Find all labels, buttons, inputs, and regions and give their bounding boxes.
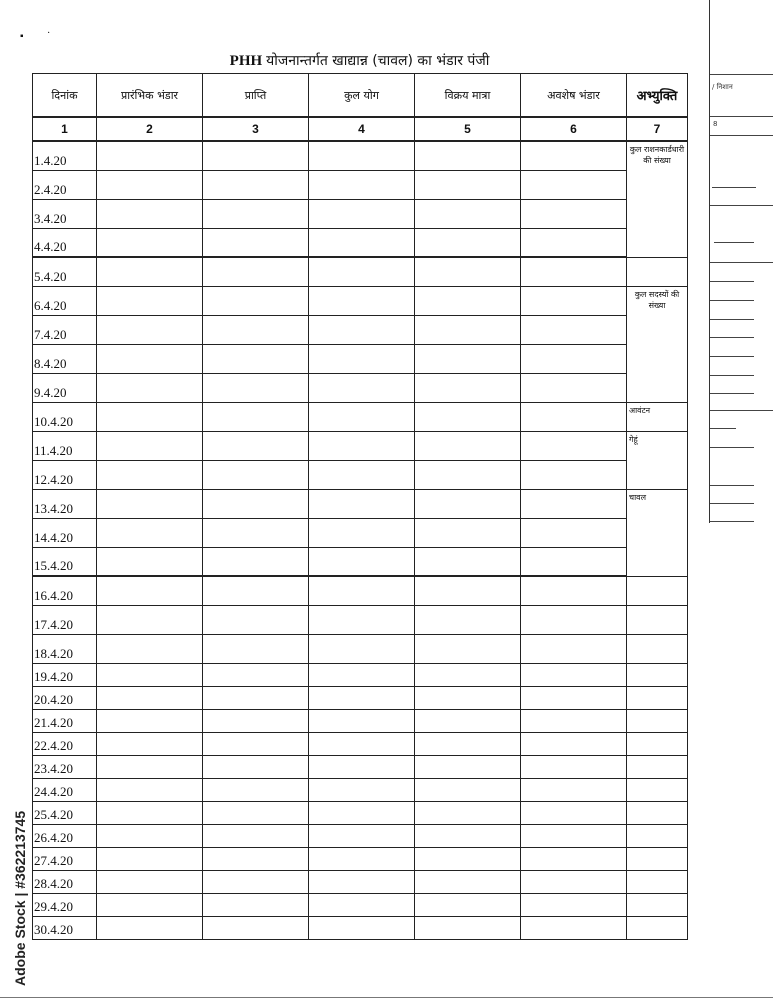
entry-cell[interactable] — [415, 489, 521, 518]
entry-cell[interactable] — [521, 315, 627, 344]
date-cell: 14.4.20 — [33, 518, 97, 547]
entry-cell[interactable] — [97, 344, 203, 373]
entry-cell[interactable] — [309, 847, 415, 870]
entry-cell[interactable] — [203, 373, 309, 402]
remark-cell[interactable] — [627, 778, 688, 801]
date-cell: 21.4.20 — [33, 709, 97, 732]
entry-cell[interactable] — [415, 228, 521, 257]
entry-cell[interactable] — [415, 460, 521, 489]
divider — [712, 187, 756, 188]
table-row — [33, 431, 688, 460]
remark-cell[interactable] — [627, 824, 688, 847]
date-cell: 4.4.20 — [33, 228, 97, 257]
remark-cell[interactable] — [627, 755, 688, 778]
col-number: 6 — [521, 117, 627, 141]
entry-cell[interactable] — [203, 732, 309, 755]
table-row — [33, 315, 688, 344]
col-total-header: कुल योग — [309, 74, 415, 118]
entry-cell[interactable] — [97, 709, 203, 732]
date-cell: 6.4.20 — [33, 286, 97, 315]
table-row — [33, 228, 688, 257]
entry-cell[interactable] — [203, 460, 309, 489]
entry-cell[interactable] — [203, 801, 309, 824]
entry-cell[interactable] — [521, 402, 627, 431]
entry-cell[interactable] — [97, 755, 203, 778]
remark-total-ration-cards: कुल राशनकार्डधारी की संख्या — [627, 141, 688, 257]
entry-cell[interactable] — [415, 709, 521, 732]
stock-register-table — [32, 73, 688, 940]
entry-cell[interactable] — [97, 663, 203, 686]
table-row — [33, 402, 688, 431]
entry-cell[interactable] — [203, 576, 309, 605]
entry-cell[interactable] — [203, 824, 309, 847]
entry-cell[interactable] — [203, 402, 309, 431]
entry-cell[interactable] — [97, 199, 203, 228]
entry-cell[interactable] — [415, 402, 521, 431]
table-row — [33, 170, 688, 199]
page-bottom-edge — [0, 997, 773, 998]
entry-cell[interactable] — [203, 489, 309, 518]
stock-watermark — [12, 766, 32, 986]
entry-cell[interactable] — [97, 576, 203, 605]
remark-cell[interactable] — [627, 870, 688, 893]
entry-cell[interactable] — [97, 732, 203, 755]
entry-cell[interactable] — [309, 916, 415, 939]
entry-cell[interactable] — [415, 141, 521, 170]
divider — [710, 281, 754, 282]
entry-cell[interactable] — [521, 870, 627, 893]
adjacent-page-number: 8 — [713, 120, 718, 128]
entry-cell[interactable] — [97, 518, 203, 547]
entry-cell[interactable] — [521, 634, 627, 663]
entry-cell[interactable] — [309, 373, 415, 402]
entry-cell[interactable] — [309, 778, 415, 801]
entry-cell[interactable] — [415, 893, 521, 916]
col-date-header: दिनांक — [33, 74, 97, 118]
divider — [710, 262, 773, 263]
col-number: 1 — [33, 117, 97, 141]
divider — [710, 447, 754, 448]
entry-cell[interactable] — [203, 518, 309, 547]
title-text: योजनान्तर्गत खाद्यान्न (चावल) का भंडार पंजी — [266, 53, 490, 69]
remark-wheat: गेहूं — [627, 431, 688, 489]
table-row — [33, 893, 688, 916]
table-row — [33, 801, 688, 824]
entry-cell[interactable] — [203, 344, 309, 373]
entry-cell[interactable] — [521, 916, 627, 939]
entry-cell[interactable] — [309, 315, 415, 344]
date-cell: 11.4.20 — [33, 431, 97, 460]
entry-cell[interactable] — [203, 605, 309, 634]
remark-cell[interactable] — [627, 709, 688, 732]
entry-cell[interactable] — [97, 847, 203, 870]
remark-cell[interactable] — [627, 732, 688, 755]
divider — [710, 319, 754, 320]
entry-cell[interactable] — [203, 709, 309, 732]
scan-mark: · — [47, 28, 51, 39]
entry-cell[interactable] — [97, 402, 203, 431]
entry-cell[interactable] — [97, 286, 203, 315]
entry-cell[interactable] — [521, 141, 627, 170]
column-number-row — [33, 117, 688, 141]
date-cell: 25.4.20 — [33, 801, 97, 824]
remark-total-members: कुल सदस्यों की संख्या — [627, 286, 688, 402]
entry-cell[interactable] — [521, 709, 627, 732]
entry-cell[interactable] — [309, 228, 415, 257]
table-row — [33, 141, 688, 170]
date-cell: 9.4.20 — [33, 373, 97, 402]
remark-cell[interactable] — [627, 847, 688, 870]
entry-cell[interactable] — [97, 605, 203, 634]
table-row — [33, 824, 688, 847]
entry-cell[interactable] — [203, 686, 309, 709]
date-cell: 19.4.20 — [33, 663, 97, 686]
entry-cell[interactable] — [97, 315, 203, 344]
entry-cell[interactable] — [309, 576, 415, 605]
remark-cell[interactable] — [627, 634, 688, 663]
entry-cell[interactable] — [203, 547, 309, 576]
entry-cell[interactable] — [521, 605, 627, 634]
entry-cell[interactable] — [521, 576, 627, 605]
divider — [710, 205, 773, 206]
date-cell: 23.4.20 — [33, 755, 97, 778]
table-row — [33, 547, 688, 576]
entry-cell[interactable] — [521, 847, 627, 870]
table-row — [33, 634, 688, 663]
entry-cell[interactable] — [521, 170, 627, 199]
table-row — [33, 489, 688, 518]
entry-cell[interactable] — [415, 199, 521, 228]
date-cell: 7.4.20 — [33, 315, 97, 344]
entry-cell[interactable] — [415, 576, 521, 605]
entry-cell[interactable] — [415, 286, 521, 315]
entry-cell[interactable] — [415, 605, 521, 634]
date-cell: 30.4.20 — [33, 916, 97, 939]
entry-cell[interactable] — [415, 634, 521, 663]
divider — [710, 116, 773, 117]
entry-cell[interactable] — [415, 518, 521, 547]
entry-cell[interactable] — [203, 228, 309, 257]
table-row — [33, 605, 688, 634]
date-cell: 28.4.20 — [33, 870, 97, 893]
col-number: 5 — [415, 117, 521, 141]
entry-cell[interactable] — [203, 755, 309, 778]
date-cell: 3.4.20 — [33, 199, 97, 228]
divider — [710, 356, 754, 357]
adjacent-page-edge — [709, 0, 773, 523]
entry-cell[interactable] — [203, 170, 309, 199]
entry-cell[interactable] — [521, 373, 627, 402]
date-cell: 18.4.20 — [33, 634, 97, 663]
date-cell: 16.4.20 — [33, 576, 97, 605]
entry-cell[interactable] — [97, 634, 203, 663]
col-balance-header: अवशेष भंडार — [521, 74, 627, 118]
entry-cell[interactable] — [415, 870, 521, 893]
entry-cell[interactable] — [521, 801, 627, 824]
date-cell: 26.4.20 — [33, 824, 97, 847]
date-cell: 15.4.20 — [33, 547, 97, 576]
entry-cell[interactable] — [97, 893, 203, 916]
entry-cell[interactable] — [521, 732, 627, 755]
entry-cell[interactable] — [309, 634, 415, 663]
entry-cell[interactable] — [415, 431, 521, 460]
entry-cell[interactable] — [203, 870, 309, 893]
table-row — [33, 344, 688, 373]
entry-cell[interactable] — [521, 199, 627, 228]
entry-cell[interactable] — [415, 170, 521, 199]
table-row — [33, 576, 688, 605]
entry-cell[interactable] — [203, 634, 309, 663]
entry-cell[interactable] — [97, 460, 203, 489]
date-cell: 17.4.20 — [33, 605, 97, 634]
date-cell: 29.4.20 — [33, 893, 97, 916]
table-row — [33, 778, 688, 801]
date-cell: 5.4.20 — [33, 257, 97, 286]
entry-cell[interactable] — [309, 518, 415, 547]
table-row — [33, 686, 688, 709]
entry-cell[interactable] — [309, 663, 415, 686]
divider — [710, 410, 773, 411]
date-cell: 13.4.20 — [33, 489, 97, 518]
entry-cell[interactable] — [203, 257, 309, 286]
col-number: 3 — [203, 117, 309, 141]
remark-cell[interactable] — [627, 663, 688, 686]
entry-cell[interactable] — [521, 257, 627, 286]
col-number: 2 — [97, 117, 203, 141]
entry-cell[interactable] — [309, 402, 415, 431]
header-row — [33, 74, 688, 118]
entry-cell[interactable] — [415, 755, 521, 778]
entry-cell[interactable] — [97, 547, 203, 576]
entry-cell[interactable] — [309, 286, 415, 315]
entry-cell[interactable] — [309, 605, 415, 634]
entry-cell[interactable] — [203, 431, 309, 460]
remark-cell[interactable] — [627, 893, 688, 916]
watermark-text: Adobe Stock | #362213745 — [12, 810, 28, 986]
entry-cell[interactable] — [521, 344, 627, 373]
remark-cell[interactable] — [627, 686, 688, 709]
entry-cell[interactable] — [521, 286, 627, 315]
col-opening-stock-header: प्रारंभिक भंडार — [97, 74, 203, 118]
entry-cell[interactable] — [309, 170, 415, 199]
divider — [710, 337, 754, 338]
entry-cell[interactable] — [309, 801, 415, 824]
col-receipt-header: प्राप्ति — [203, 74, 309, 118]
table-row — [33, 460, 688, 489]
entry-cell[interactable] — [415, 732, 521, 755]
entry-cell[interactable] — [203, 778, 309, 801]
remark-cell[interactable] — [627, 605, 688, 634]
title-prefix: PHH — [229, 53, 263, 69]
remark-rice: चावल — [627, 489, 688, 576]
table-row — [33, 732, 688, 755]
entry-cell[interactable] — [309, 141, 415, 170]
entry-cell[interactable] — [203, 893, 309, 916]
entry-cell[interactable] — [309, 893, 415, 916]
entry-cell[interactable] — [203, 141, 309, 170]
adjacent-page-header: / निशान — [712, 83, 733, 91]
entry-cell[interactable] — [521, 824, 627, 847]
table-row — [33, 847, 688, 870]
entry-cell[interactable] — [309, 431, 415, 460]
table-row — [33, 373, 688, 402]
col-remarks-header: अभ्युक्ति — [627, 74, 688, 118]
col-sale-qty-header: विक्रय मात्रा — [415, 74, 521, 118]
entry-cell[interactable] — [309, 824, 415, 847]
divider — [710, 503, 754, 504]
entry-cell[interactable] — [203, 916, 309, 939]
entry-cell[interactable] — [97, 686, 203, 709]
entry-cell[interactable] — [309, 547, 415, 576]
divider — [710, 521, 754, 522]
date-cell: 8.4.20 — [33, 344, 97, 373]
entry-cell[interactable] — [203, 315, 309, 344]
table-row — [33, 755, 688, 778]
entry-cell[interactable] — [521, 431, 627, 460]
entry-cell[interactable] — [97, 257, 203, 286]
entry-cell[interactable] — [521, 489, 627, 518]
remark-empty — [627, 257, 688, 286]
entry-cell[interactable] — [97, 778, 203, 801]
entry-cell[interactable] — [309, 732, 415, 755]
entry-cell[interactable] — [97, 170, 203, 199]
entry-cell[interactable] — [309, 460, 415, 489]
divider — [714, 242, 754, 243]
divider — [710, 74, 773, 75]
entry-cell[interactable] — [97, 431, 203, 460]
divider — [710, 300, 754, 301]
entry-cell[interactable] — [203, 663, 309, 686]
entry-cell[interactable] — [97, 489, 203, 518]
table-row — [33, 870, 688, 893]
entry-cell[interactable] — [415, 686, 521, 709]
table-row — [33, 286, 688, 315]
entry-cell[interactable] — [521, 663, 627, 686]
entry-cell[interactable] — [521, 547, 627, 576]
entry-cell[interactable] — [415, 663, 521, 686]
entry-cell[interactable] — [97, 824, 203, 847]
entry-cell[interactable] — [97, 228, 203, 257]
date-cell: 10.4.20 — [33, 402, 97, 431]
entry-cell[interactable] — [415, 547, 521, 576]
date-cell: 24.4.20 — [33, 778, 97, 801]
entry-cell[interactable] — [309, 344, 415, 373]
entry-cell[interactable] — [203, 199, 309, 228]
entry-cell[interactable] — [97, 373, 203, 402]
remark-cell[interactable] — [627, 576, 688, 605]
entry-cell[interactable] — [309, 755, 415, 778]
table-row — [33, 518, 688, 547]
table-row — [33, 663, 688, 686]
entry-cell[interactable] — [97, 870, 203, 893]
entry-cell[interactable] — [309, 870, 415, 893]
entry-cell[interactable] — [415, 344, 521, 373]
entry-cell[interactable] — [415, 778, 521, 801]
entry-cell[interactable] — [521, 686, 627, 709]
entry-cell[interactable] — [415, 847, 521, 870]
date-cell: 12.4.20 — [33, 460, 97, 489]
entry-cell[interactable] — [415, 824, 521, 847]
remark-cell[interactable] — [627, 916, 688, 939]
table-row — [33, 257, 688, 286]
divider — [710, 393, 754, 394]
entry-cell[interactable] — [521, 893, 627, 916]
entry-cell[interactable] — [415, 315, 521, 344]
divider — [710, 428, 736, 429]
entry-cell[interactable] — [521, 518, 627, 547]
entry-cell[interactable] — [97, 141, 203, 170]
entry-cell[interactable] — [415, 801, 521, 824]
entry-cell[interactable] — [203, 847, 309, 870]
entry-cell[interactable] — [97, 801, 203, 824]
col-number: 7 — [627, 117, 688, 141]
remark-allotment: आवंटन — [627, 402, 688, 431]
divider — [710, 375, 754, 376]
entry-cell[interactable] — [521, 228, 627, 257]
entry-cell[interactable] — [415, 916, 521, 939]
entry-cell[interactable] — [309, 709, 415, 732]
date-cell: 2.4.20 — [33, 170, 97, 199]
table-row — [33, 916, 688, 939]
scan-mark: ▪ — [20, 31, 24, 42]
date-cell: 1.4.20 — [33, 141, 97, 170]
entry-cell[interactable] — [309, 257, 415, 286]
divider — [710, 135, 773, 136]
date-cell: 20.4.20 — [33, 686, 97, 709]
page-title — [32, 51, 687, 70]
entry-cell[interactable] — [415, 373, 521, 402]
entry-cell[interactable] — [521, 460, 627, 489]
entry-cell[interactable] — [309, 199, 415, 228]
divider — [710, 485, 754, 486]
table-row — [33, 709, 688, 732]
table-row — [33, 199, 688, 228]
entry-cell[interactable] — [521, 778, 627, 801]
entry-cell[interactable] — [521, 755, 627, 778]
entry-cell[interactable] — [97, 916, 203, 939]
remark-cell[interactable] — [627, 801, 688, 824]
entry-cell[interactable] — [415, 257, 521, 286]
entry-cell[interactable] — [203, 286, 309, 315]
entry-cell[interactable] — [309, 489, 415, 518]
entry-cell[interactable] — [309, 686, 415, 709]
date-cell: 27.4.20 — [33, 847, 97, 870]
col-number: 4 — [309, 117, 415, 141]
date-cell: 22.4.20 — [33, 732, 97, 755]
